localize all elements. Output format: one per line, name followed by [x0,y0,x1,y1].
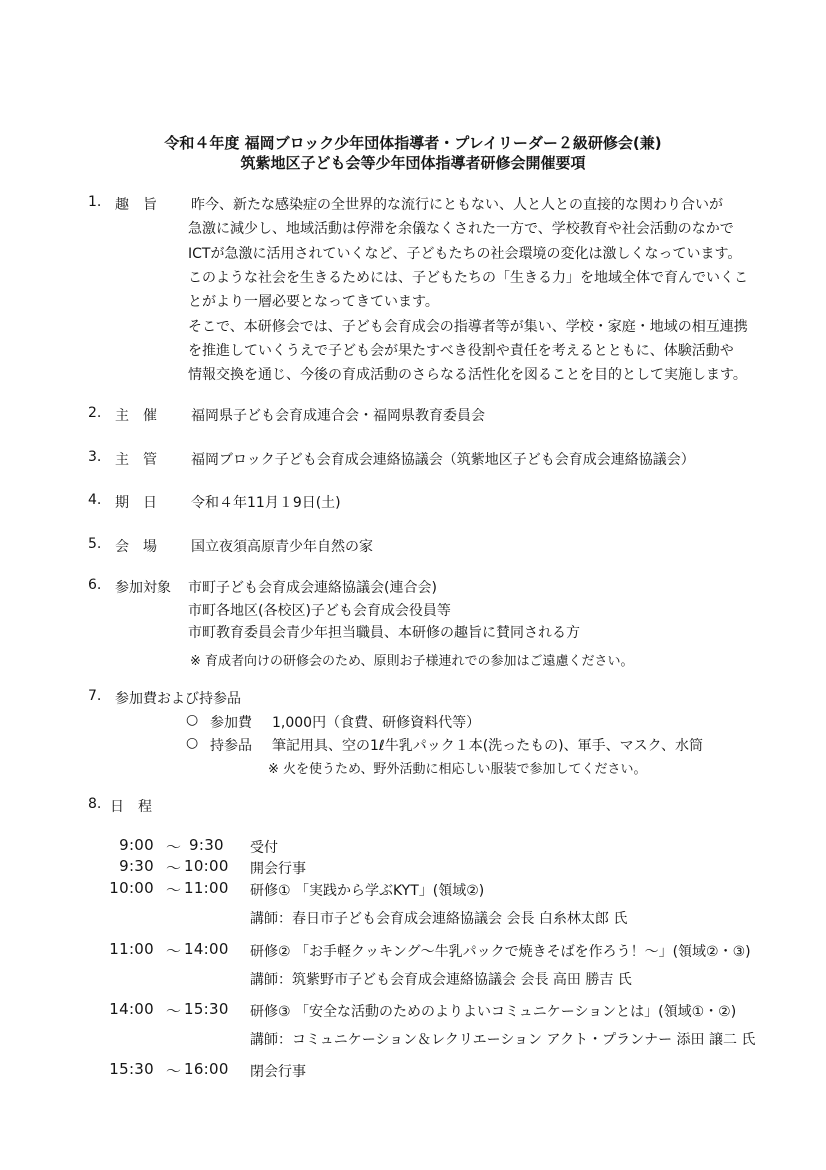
section-heading: 会 場 [115,539,157,555]
time-separator: ～ [166,942,182,960]
end-time: 10:00 [184,857,229,875]
schedule-event: 受付 [250,840,278,856]
schedule-event: 研修② 「お手軽クッキング～牛乳パックで焼きそばを作ろう！～」(領域②・③) [250,944,751,960]
schedule-event: 閉会行事 [250,1064,306,1080]
body-line: 令和４年11月１9日(土) [191,495,341,511]
body-line: 福岡県子ども会育成連合会・福岡県教育委員会 [191,408,485,424]
section-number: 2. [88,405,102,421]
schedule-event: 研修① 「実践から学ぶKYT」(領域②) [250,883,485,899]
body-line: 市町教育委員会青少年担当職員、本研修の趣旨に賛同される方 [188,625,580,641]
start-time: 10:00 [109,879,154,897]
body-line: 国立夜須高原青少年自然の家 [191,539,373,555]
start-time: 11:00 [109,940,154,958]
schedule-event: 研修③ 「安全な活動のためのよりよいコミュニケーションとは」(領域①・②) [250,1004,737,1020]
section-heading: 参加費および持参品 [115,691,241,707]
note: ※ 火を使うため、野外活動に相応しい服装で参加してください。 [268,762,647,777]
item-value: 筆記用具、空の1ℓ牛乳パック１本(洗ったもの)、軍手、マスク、水筒 [272,738,704,754]
section-heading: 主 催 [115,408,157,424]
section-heading: 日 程 [110,799,152,815]
body-line: そこで、本研修会では、子ども会育成会の指導者等が集い、学校・家庭・地域の相互連携 [188,319,748,335]
document-subtitle: 筑紫地区子ども会等少年団体指導者研修会開催要項 [240,154,586,172]
lecturer: 講師：筑紫野市子ども会育成会連絡協議会 会長 高田 勝吉 氏 [250,972,632,988]
item-value: 1,000円（食費、研修資料代等） [272,715,481,731]
time-separator: ～ [166,838,182,856]
lecturer: 講師：春日市子ども会育成会連絡協議会 会長 白糸林太郎 氏 [250,911,628,927]
section-number: 4. [88,492,102,508]
section-number: 3. [88,449,102,465]
end-time: 9:30 [189,836,224,854]
time-separator: ～ [166,881,182,899]
body-line: 福岡ブロック子ども会育成会連絡協議会（筑紫地区子ども会育成会連絡協議会） [191,452,695,468]
document-title: 令和４年度 福岡ブロック少年団体指導者・プレイリーダー２級研修会(兼) [164,134,662,152]
schedule-event: 開会行事 [250,861,306,877]
body-line: 市町子ども会育成会連絡協議会(連合会) [188,580,437,596]
time-separator: ～ [166,1062,182,1080]
body-line: を推進していくうえで子ども会が果たすべき役割や責任を考えるとともに、体験活動や [188,343,734,359]
section-heading: 主 管 [115,452,157,468]
section-heading: 趣 旨 [115,197,157,213]
section-heading: 参加対象 [115,580,171,596]
section-number: 8. [88,796,102,812]
item-label: 参加費 [210,715,252,731]
body-line: このような社会を生きるためには、子どもたちの「生きる力」を地域全体で育んでいくこ [188,270,748,286]
end-time: 14:00 [184,940,229,958]
bullet-icon: ○ [186,712,199,728]
bullet-icon: ○ [186,735,199,751]
body-line: 急激に減少し、地域活動は停滞を余儀なくされた一方で、学校教育や社会活動のなかで [188,221,734,237]
start-time: 15:30 [109,1060,154,1078]
end-time: 11:00 [184,879,229,897]
body-line: 市町各地区(各校区)子ども会育成会役員等 [188,603,451,619]
time-separator: ～ [166,1002,182,1020]
section-number: 5. [88,536,102,552]
section-number: 7. [88,688,102,704]
item-label: 持参品 [210,738,252,754]
body-line: ICTが急激に活用されていくなど、子どもたちの社会環境の変化は激しくなっています。 [188,246,742,262]
body-line: とがより一層必要となってきています。 [188,294,439,310]
start-time: 9:00 [119,836,154,854]
section-number: 1. [88,194,102,210]
section-number: 6. [88,577,102,593]
start-time: 14:00 [109,1000,154,1018]
lecturer: 講師：コミュニケーション＆レクリエーション アクト・プランナー 添田 譲二 氏 [250,1032,756,1048]
body-line: 昨今、新たな感染症の全世界的な流行にともない、人と人との直接的な関わり合いが [191,197,723,213]
time-separator: ～ [166,859,182,877]
start-time: 9:30 [119,857,154,875]
end-time: 15:30 [184,1000,229,1018]
end-time: 16:00 [184,1060,229,1078]
section-heading: 期 日 [115,495,157,511]
body-line: 情報交換を通じ、今後の育成活動のさらなる活性化を図ることを目的として実施します。 [188,367,747,383]
note: ※ 育成者向けの研修会のため、原則お子様連れでの参加はご遠慮ください。 [190,654,634,669]
